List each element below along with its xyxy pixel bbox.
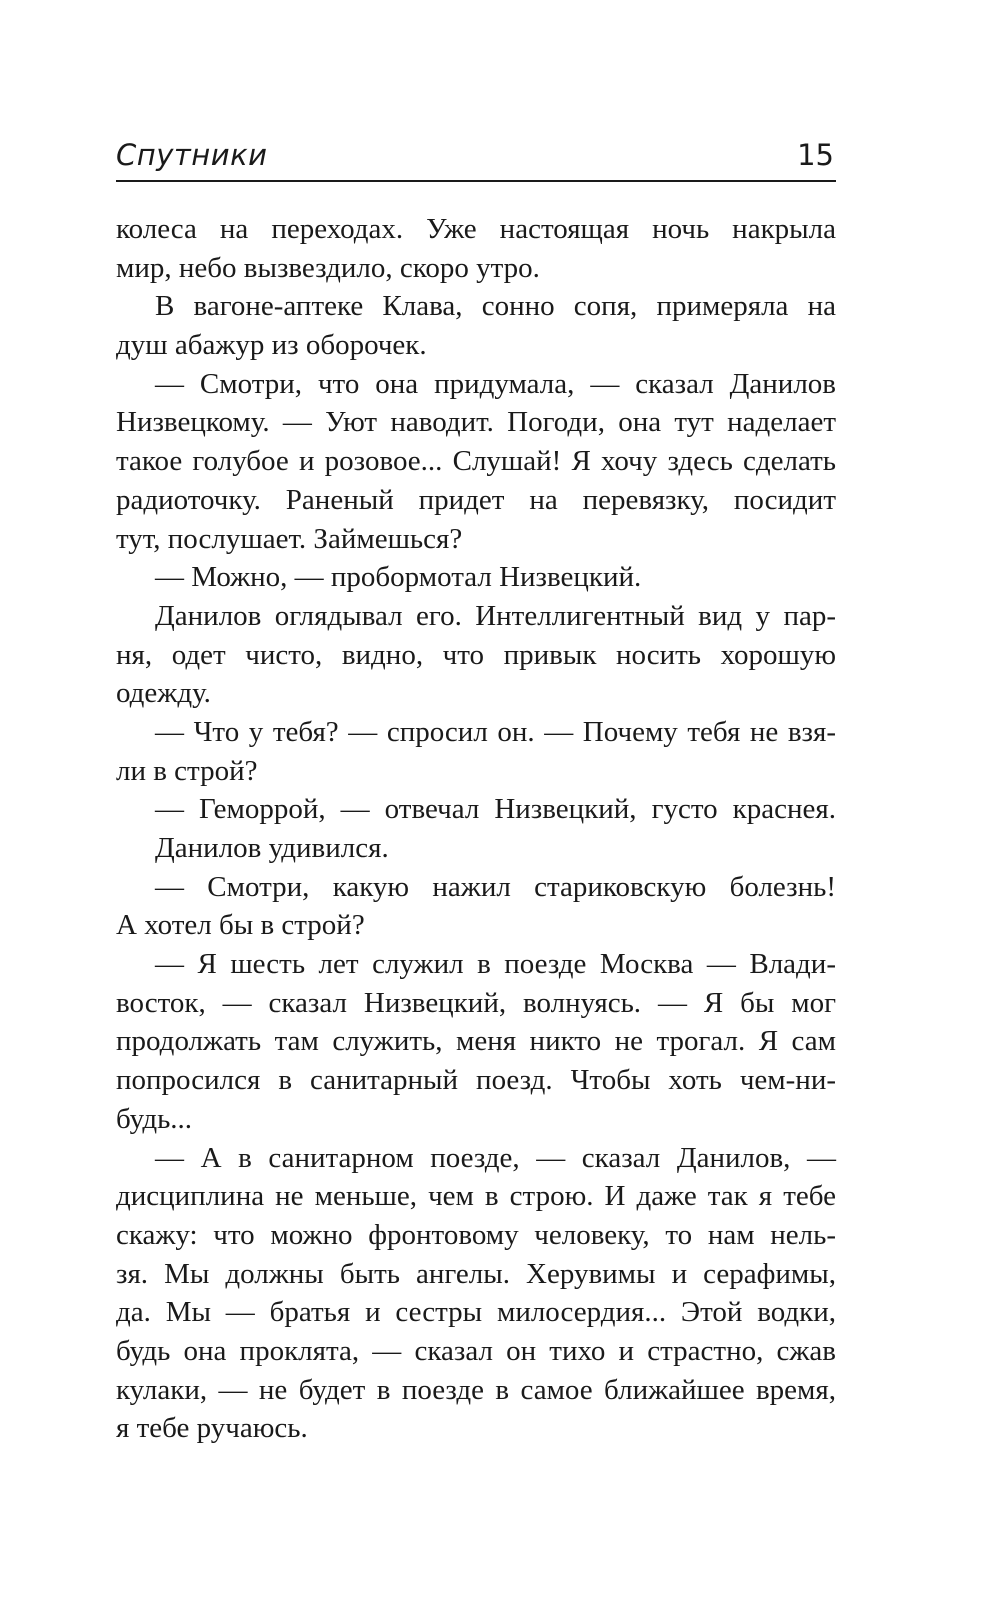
text-line: да. Мы — братья и сестры милосердия... Этой водки, [116, 1296, 836, 1329]
text-line: Данилов оглядывал его. Интеллигентный вид у пар- [155, 599, 836, 632]
text-line: В вагоне-аптеке Клава, сонно сопя, примеряла на [155, 290, 836, 323]
text-line: зя. Мы должны быть ангелы. Херувимы и серафимы, [116, 1257, 836, 1290]
text-line: — Геморрой, — отвечал Низвецкий, густо краснея. [155, 793, 836, 826]
body-text [116, 210, 836, 1448]
running-head [116, 128, 836, 182]
text-line: такое голубое и розовое... Слушай! Я хочу здесь сделать [116, 445, 836, 478]
running-title: Спутники [116, 138, 268, 172]
text-line: ли в строй? [116, 754, 258, 787]
text-line: душ абажур из оборочек. [116, 329, 427, 362]
text-line: ня, одет чисто, видно, что привык носить хорошую [116, 638, 836, 671]
text-line: будь она проклята, — сказал он тихо и страстно, сжав [116, 1334, 836, 1367]
text-line: я тебе ручаюсь. [116, 1412, 308, 1445]
text-line: — Что у тебя? — спросил он. — Почему тебя не взя- [155, 715, 836, 748]
text-line: — Я шесть лет служил в поезде Москва — Влади- [155, 948, 836, 981]
text-line: скажу: что можно фронтовому человеку, то нам нель- [116, 1218, 836, 1251]
text-line: — Смотри, какую нажил стариковскую болезнь! [155, 870, 836, 903]
text-line: — А в санитарном поезде, — сказал Данилов, — [155, 1141, 836, 1174]
text-line: — Можно, — пробормотал Низвецкий. [155, 561, 642, 594]
text-line: продолжать там служить, меня никто не трогал. Я сам [116, 1025, 836, 1058]
text-line: А хотел бы в строй? [116, 909, 365, 942]
text-line: тут, послушает. Займешься? [116, 522, 463, 555]
text-line: мир, небо вызвездило, скоро утро. [116, 251, 540, 284]
text-line: одежду. [116, 677, 211, 710]
text-line: радиоточку. Раненый придет на перевязку, посидит [116, 483, 836, 516]
text-line: кулаки, — не будет в поезде в самое ближайшее время, [116, 1373, 836, 1406]
text-line: колеса на переходах. Уже настоящая ночь накрыла [116, 213, 836, 245]
page-number: 15 [797, 138, 834, 172]
text-line: Данилов удивился. [155, 832, 389, 864]
text-line: восток, — сказал Низвецкий, волнуясь. — Я бы мог [116, 986, 836, 1019]
text-line: — Смотри, что она придумала, — сказал Данилов [155, 367, 836, 400]
text-line: попросился в санитарный поезд. Чтобы хоть чем-ни- [116, 1064, 836, 1097]
text-line: будь... [116, 1102, 193, 1135]
text-line: дисциплина не меньше, чем в строю. И даже так я тебе [116, 1180, 836, 1213]
text-line: Низвецкому. — Уют наводит. Погоди, она тут наделает [116, 406, 836, 439]
